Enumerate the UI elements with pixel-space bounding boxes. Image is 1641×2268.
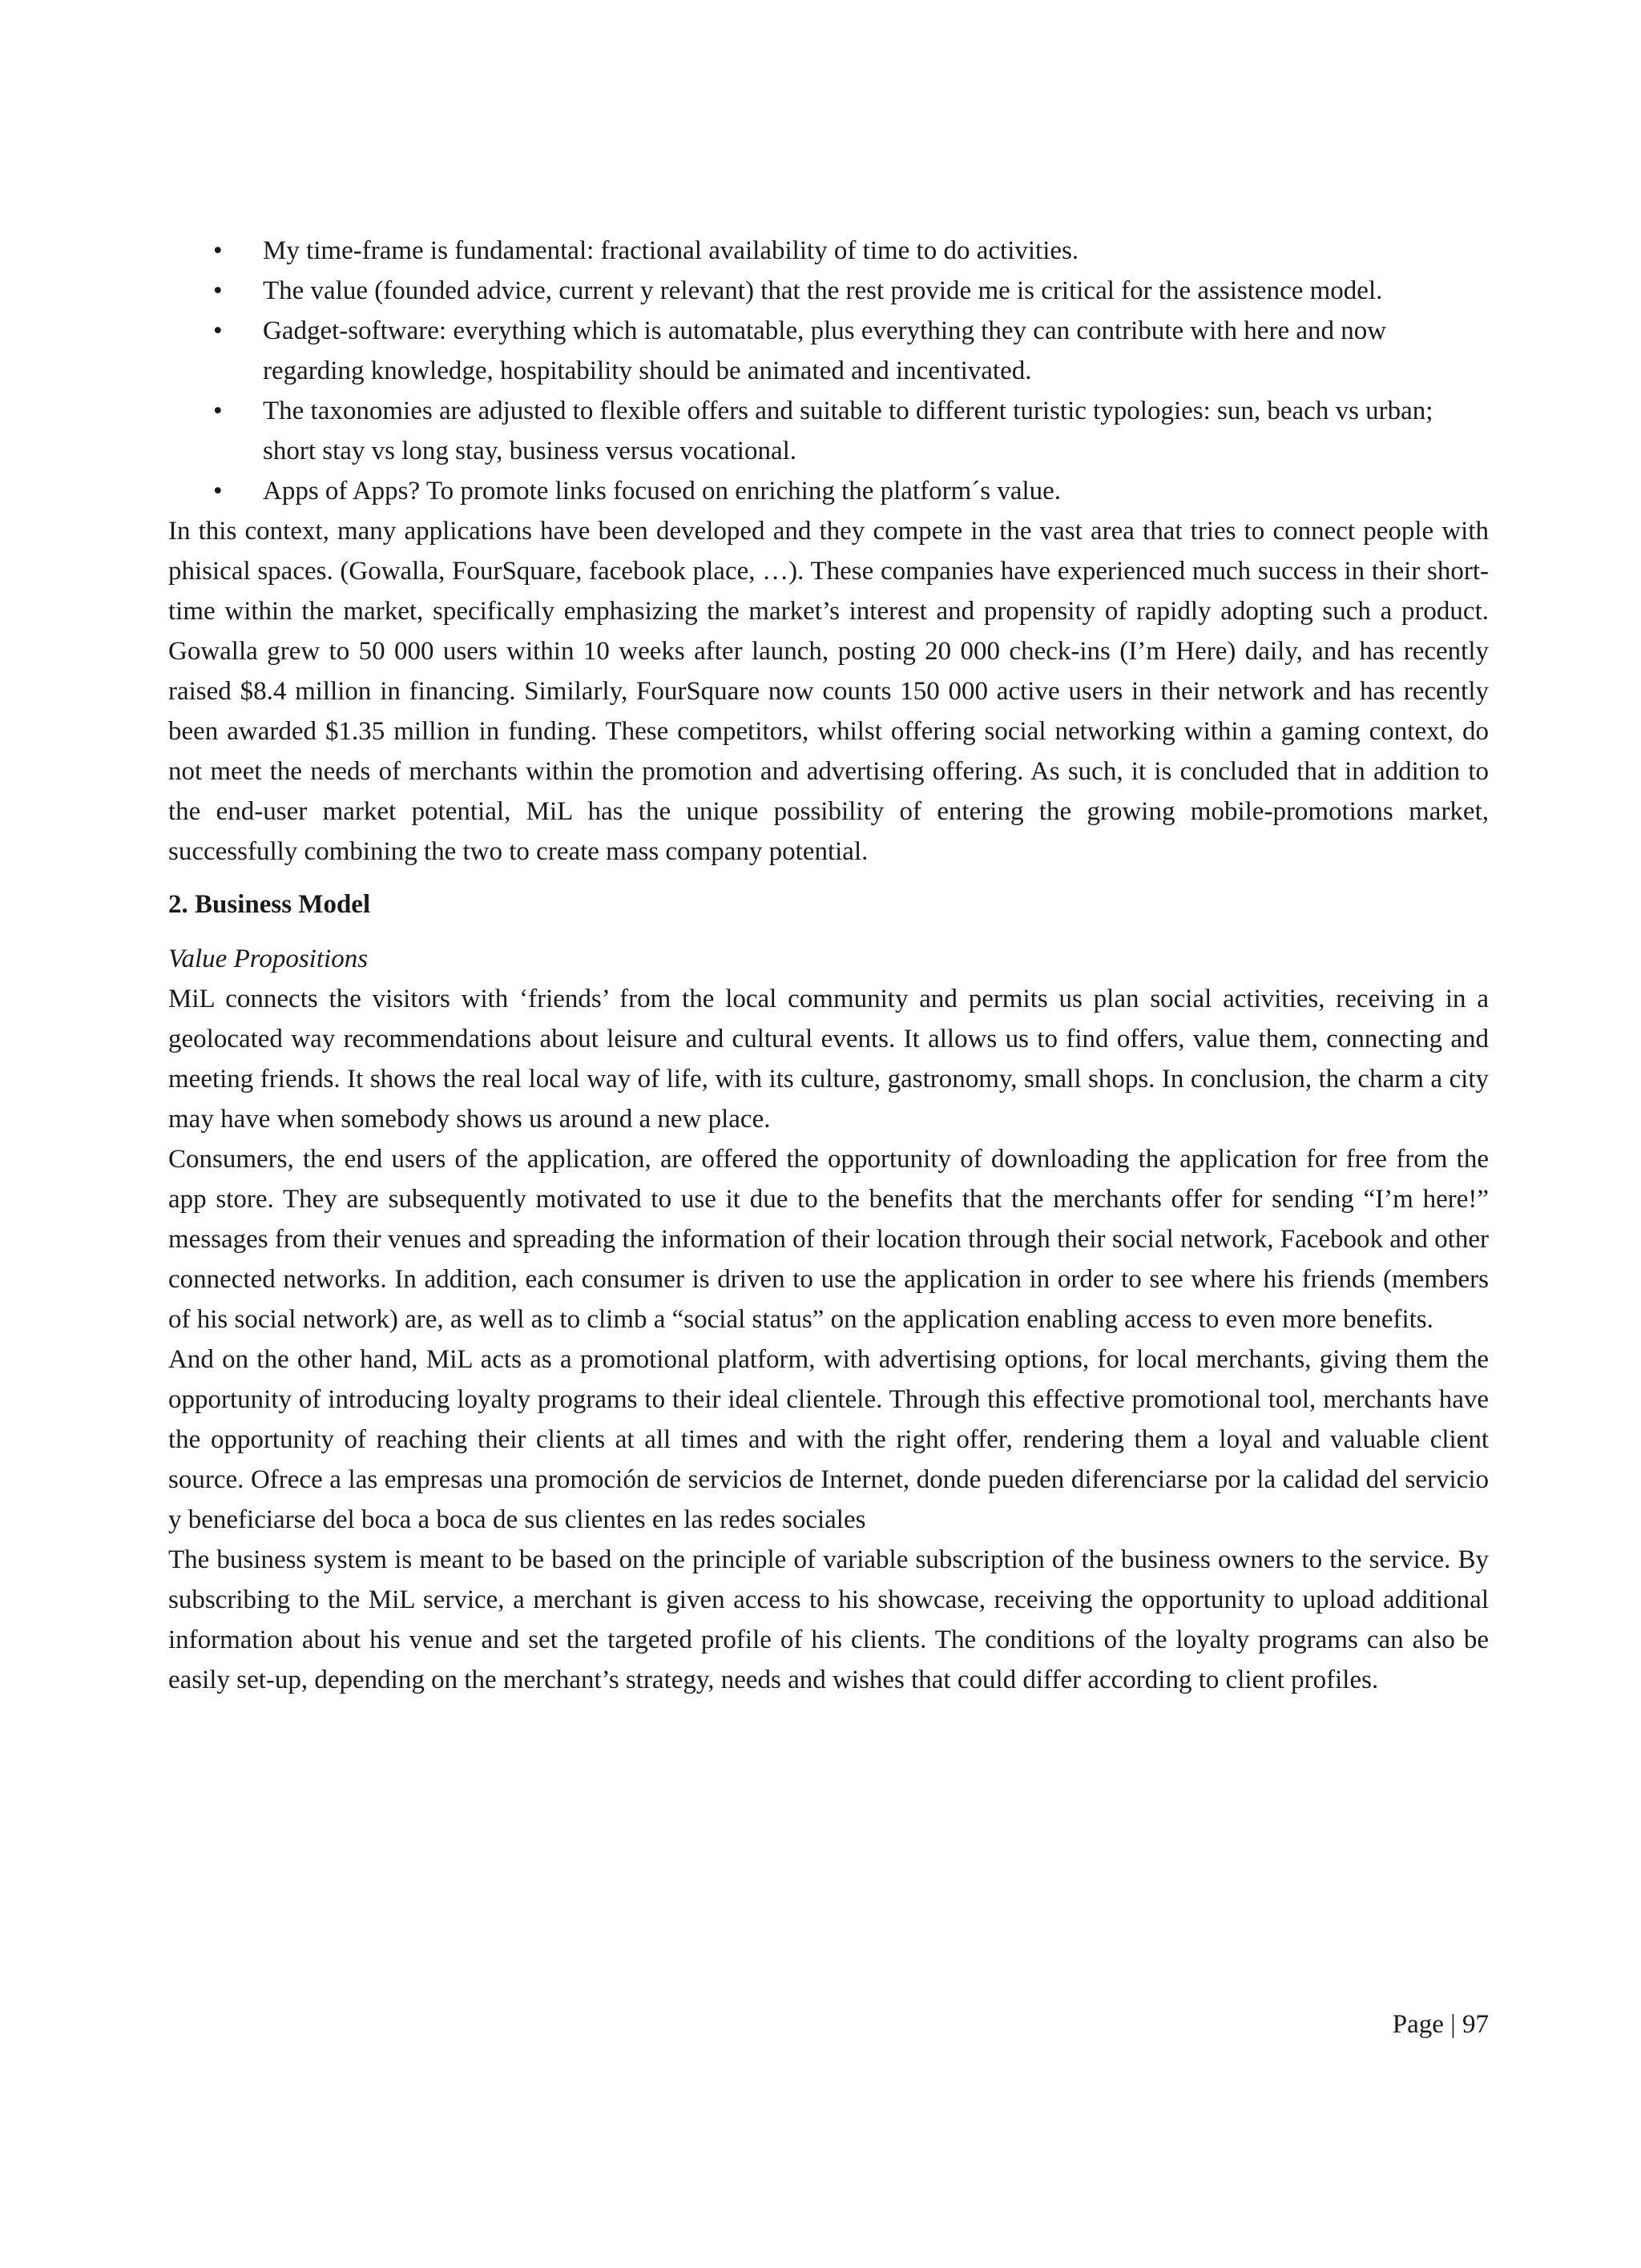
bullet-text: Apps of Apps? To promote links focused on enriching the platform´s value. [263,477,1062,506]
list-item [168,271,1489,311]
bullet-list [168,231,1489,511]
paragraph: And on the other hand, MiL acts as a promotional platform, with advertising options, for local merchants, giving them the opportunity of introducing loyalty programs to their ideal clientele. Through this effective promotional tool, merchants have the opportunity of reaching their clients at all times and with the right offer, rendering them a loyal and valuable client source. Ofrece a las empresas una promoción de servicios de Internet, donde pueden diferenciarse por la calidad del servicio y beneficiarse del boca a boca de sus clientes en las redes sociales [168,1345,1489,1534]
bullet-icon: • [213,477,223,506]
context-paragraph: In this context, many applications have been developed and they compete in the vast area that tries to connect people with phisical spaces. (Gowalla, FourSquare, facebook place, …). These companies have experienced much success in their short-time within the market, specifically emphasizing the market’s interest and propensity of rapidly adopting such a product. Gowalla grew to 50 000 users within 10 weeks after launch, posting 20 000 check-ins (I’m Here) daily, and has recently raised $8.4 million in financing. Similarly, FourSquare now counts 150 000 active users in their network and has recently been awarded $1.35 million in funding. These competitors, whilst offering social networking within a gaming context, do not meet the needs of merchants within the promotion and advertising offering. As such, it is concluded that in addition to the end-user market potential, MiL has the unique possibility of entering the growing mobile-promotions market, successfully combining the two to create mass company potential. [168,517,1489,866]
bullet-text: Gadget-software: everything which is automatable, plus everything they can contribute with here and now regarding knowledge, hospitability should be animated and incentivated. [263,316,1387,385]
paragraph: Consumers, the end users of the application, are offered the opportunity of downloading the application for free from the app store. They are subsequently motivated to use it due to the benefits that the merchants offer for sending “I’m here!” messages from their venues and spreading the information of their location through their social network, Facebook and other connected networks. In addition, each consumer is driven to use the application in order to see where his friends (members of his social network) are, as well as to climb a “social status” on the application enabling access to even more benefits. [168,1145,1489,1334]
bullet-icon: • [213,236,223,265]
bullet-text: The taxonomies are adjusted to flexible offers and suitable to different turistic typologies: sun, beach vs urban; short stay vs long stay, business versus vocational. [263,397,1433,465]
page-body [168,231,1489,1700]
bullet-icon: • [213,276,223,305]
list-item [168,311,1489,391]
page-number: Page | 97 [1392,2010,1489,2039]
bullet-text: My time-frame is fundamental: fractional availability of time to do activities. [263,236,1079,265]
subheading: Value Propositions [168,945,369,973]
paragraph: MiL connects the visitors with ‘friends’ from the local community and permits us plan social activities, receiving in a geolocated way recommendations about leisure and cultural events. It allows us to find offers, value them, connecting and meeting friends. It shows the real local way of life, with its culture, gastronomy, small shops. In conclusion, the charm a city may have when somebody shows us around a new place. [168,985,1489,1134]
section-heading: 2. Business Model [168,890,371,919]
bullet-text: The value (founded advice, current y relevant) that the rest provide me is critical for the assistence model. [263,276,1383,305]
list-item [168,231,1489,271]
bullet-icon: • [213,397,223,425]
list-item [168,471,1489,511]
list-item [168,391,1489,471]
paragraph: The business system is meant to be based on the principle of variable subscription of the business owners to the service. By subscribing to the MiL service, a merchant is given access to his showcase, receiving the opportunity to upload additional information about his venue and set the targeted profile of his clients. The conditions of the loyalty programs can also be easily set-up, depending on the merchant’s strategy, needs and wishes that could differ according to client profiles. [168,1545,1489,1694]
bullet-icon: • [213,316,223,345]
